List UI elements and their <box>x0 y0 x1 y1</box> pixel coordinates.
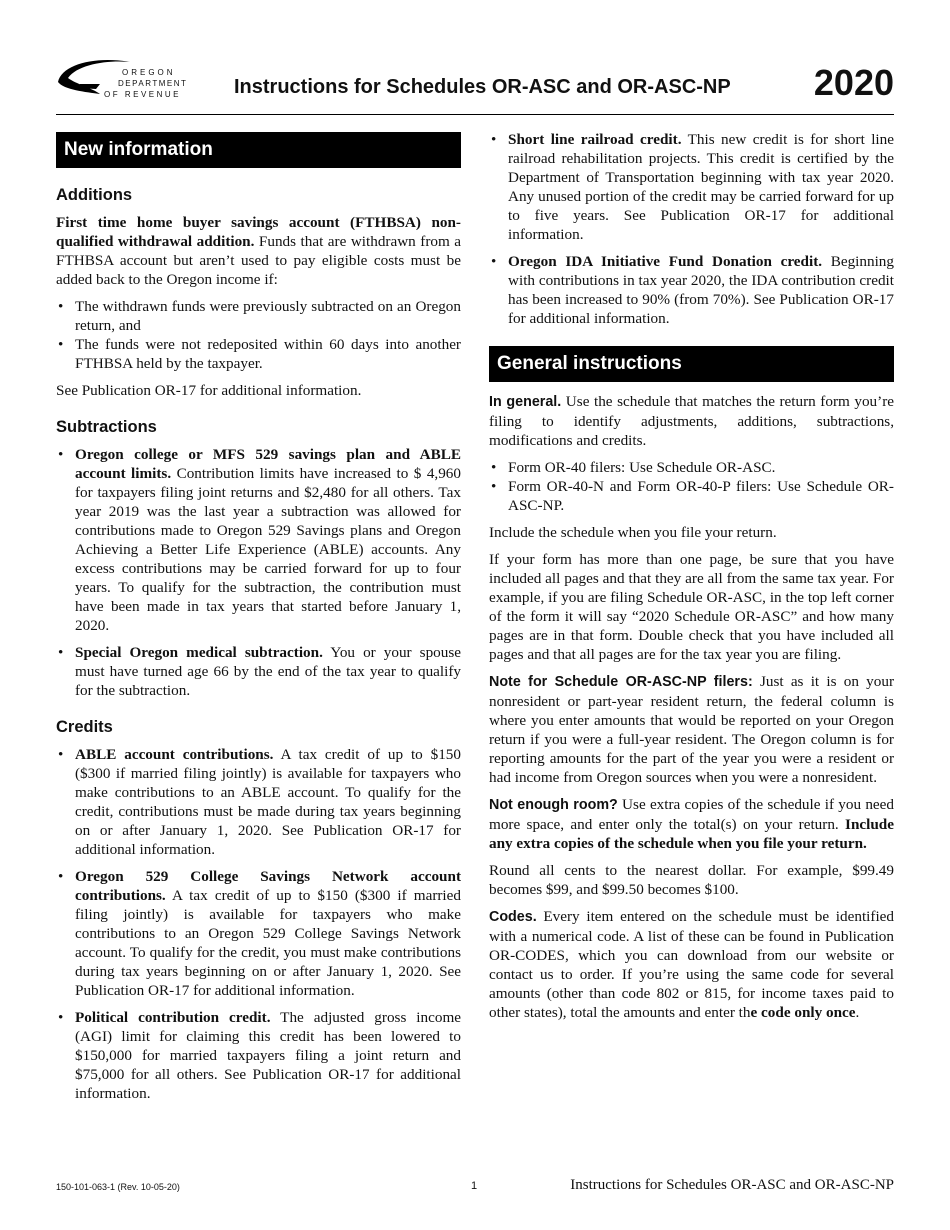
footer-form-code: 150-101-063-1 (Rev. 10-05-20) <box>56 1182 180 1192</box>
codes-lead: Codes. <box>489 909 537 925</box>
item-lead: Oregon college or MFS 529 savings plan and ABLE account limits. <box>75 446 461 482</box>
right-column <box>489 130 894 1030</box>
list-item <box>56 867 461 1000</box>
subtractions-list <box>56 445 461 700</box>
form-filers-list <box>489 458 894 515</box>
item-lead: Short line railroad credit. <box>508 131 682 148</box>
additions-see-more: See Publication OR-17 for additional information. <box>56 382 362 399</box>
room-emphasis: Include any extra copies of the schedule when you file your return. <box>489 816 894 852</box>
list-item: • Form OR-40 filers: Use Schedule OR-ASC. <box>489 458 894 477</box>
page-header <box>56 52 894 115</box>
list-item <box>56 643 461 700</box>
general-instructions-heading: General instructions <box>489 346 894 382</box>
include-schedule-paragraph: Include the schedule when you file your return. <box>489 524 777 541</box>
fthbsa-paragraph <box>56 213 461 289</box>
list-item <box>56 445 461 635</box>
item-text: Beginning with contributions in tax year 2020, the IDA contribution credit has been increased to 90% (from 70%). See Publication OR-17 for additional information. <box>508 253 894 327</box>
item-lead: Special Oregon medical subtraction. <box>75 644 323 661</box>
note-lead: Note for Schedule OR-ASC-NP filers: <box>489 674 753 690</box>
multiple-pages-paragraph: If your form has more than one page, be sure that you have included all pages and that they are all from the same tax year. For example, if you are filing Schedule OR-ASC, in the top left corner of the form it will say “2020 Schedule OR-ASC” and how many pages are in that form. Double check that you have included all pages and that all pages are for the tax year you are filing. <box>489 551 894 663</box>
room-lead: Not enough room? <box>489 797 618 813</box>
fthbsa-conditions-list <box>56 297 461 373</box>
oregon-dor-logo <box>56 54 186 102</box>
credits-heading: Credits <box>56 718 113 736</box>
in-general-lead: In general. <box>489 394 562 410</box>
item-text: This new credit is for short line railroad rehabilitation projects. This credit is certified by the Department of Transportation beginning with tax year 2020. Any unused portion of the credit may be carried forward for up to five years. See Publication OR-17 for additional information. <box>508 131 894 243</box>
item-text: You or your spouse must have turned age 66 by the end of the tax year to qualify for the subtraction. <box>75 644 461 699</box>
new-information-heading: New information <box>56 132 461 168</box>
item-lead: Oregon 529 College Savings Network account contributions. <box>75 868 461 904</box>
logo-line-1: OREGON <box>122 68 176 77</box>
item-text: The adjusted gross income (AGI) limit for claiming this credit has been lowered to $150,000 for married taxpayers filing a joint return and $75,000 for all others. See Publication OR-17 for additional information. <box>75 1009 462 1102</box>
item-text: Contribution limits have increased to $ 4,960 for taxpayers filing joint returns and $2,480 for all others. Tax year 2019 was the last year a subtraction was allowed for contributions made to Oregon 529 Savings plans and Oregon Achieving a Better Life Experience (ABLE) accounts. Any excess contributions may be carried forward for up to four years. To qualify for the subtraction, the contribution must have been made in tax years that started before January 1, 2020. <box>75 465 461 634</box>
item-lead: Political contribution credit. <box>75 1009 271 1026</box>
item-lead: ABLE account contributions. <box>75 746 274 763</box>
list-item <box>56 1008 461 1103</box>
in-general-text: Use the schedule that matches the return form you’re filing to identify adjustments, additions, subtractions, modifications and credits. <box>489 393 894 449</box>
document-title: Instructions for Schedules OR-ASC and OR-ASC-NP <box>234 76 731 98</box>
in-general-paragraph <box>489 392 894 450</box>
logo-line-2: DEPARTMENT <box>118 79 188 88</box>
list-item: • The funds were not redeposited within 60 days into another FTHBSA held by the taxpayer. <box>56 335 461 373</box>
credits-list-continued <box>489 130 894 328</box>
note-text: Just as it is on your nonresident or part-year resident return, the federal column is where you enter amounts that would be reported on your Oregon return if you were a full-year resident. The Oregon column is for reporting amounts for the part of the year you were a resident or had income from Oregon sources when you were a nonresident. <box>489 673 894 786</box>
codes-text: Every item entered on the schedule must be identified with a numerical code. A list of these can be found in Publication OR-CODES, which you can download from our website or contact us to order. If you’re using the same code for several amounts (other than code 802 or 815, for income taxes paid to other states), total the amounts and enter th <box>489 908 894 1021</box>
item-text: A tax credit of up to $150 ($300 if married filing jointly) is available for taxpayers who make contributions to an ABLE account. To qualify for the credit, contributions must be made during tax years beginning on or after January 1, 2020. See Publication OR-17 for additional information. <box>75 746 461 858</box>
codes-paragraph <box>489 907 894 1022</box>
list-item: • Form OR-40-N and Form OR-40-P filers: Use Schedule OR-ASC-NP. <box>489 477 894 515</box>
document-year: 2020 <box>813 62 894 103</box>
list-item <box>489 252 894 328</box>
credits-list <box>56 745 461 1103</box>
list-item: • The withdrawn funds were previously subtracted on an Oregon return, and <box>56 297 461 335</box>
footer-title: Instructions for Schedules OR-ASC and OR-ASC-NP <box>570 1177 894 1193</box>
footer-page-number: 1 <box>471 1180 478 1192</box>
room-text: Use extra copies of the schedule if you need more space, and enter only the total(s) on your return. <box>489 796 895 833</box>
subtractions-heading: Subtractions <box>56 418 157 436</box>
item-lead: Oregon IDA Initiative Fund Donation credit. <box>508 253 823 270</box>
logo-line-3: OF REVENUE <box>104 90 182 99</box>
rounding-paragraph: Round all cents to the nearest dollar. For example, $99.49 becomes $99, and $99.50 becomes $100. <box>489 862 894 898</box>
item-text: A tax credit of up to $150 ($300 if married filing jointly) is available for taxpayers who make contributions to an Oregon 529 College Savings Network account. To qualify for the credit, you must make contributions during tax years beginning on or after January 1, 2020. See Publication OR-17 for additional information. <box>75 887 461 999</box>
fthbsa-lead: First time home buyer savings account (FTHBSA) non-qualified withdrawal addition. <box>56 214 461 250</box>
nonresident-note-paragraph <box>489 672 894 787</box>
left-column <box>56 132 461 1111</box>
list-item <box>489 130 894 244</box>
not-enough-room-paragraph <box>489 795 894 853</box>
list-item <box>56 745 461 859</box>
fthbsa-text: Funds that are withdrawn from a FTHBSA account but aren’t used to pay eligible costs must be added back to the Oregon income if: <box>56 233 462 288</box>
codes-emphasis: e code only once <box>750 1004 856 1021</box>
codes-end: . <box>855 1004 860 1021</box>
additions-heading: Additions <box>56 186 133 204</box>
